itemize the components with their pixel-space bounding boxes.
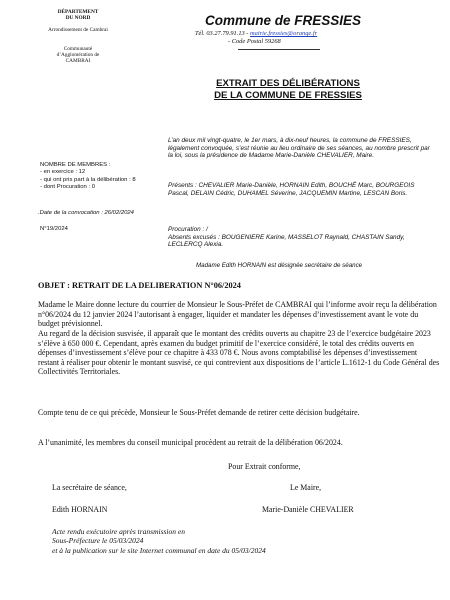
commune-title: Commune de FRESSIES	[205, 13, 362, 28]
maire-name: Marie-Danièle CHEVALIER	[262, 505, 354, 514]
executory-note-line-3: et à la publication sur le site Internet communal en date du 05/03/2024	[52, 545, 266, 555]
object-heading: OBJET : RETRAIT DE LA DELIBERATION N°06/2024	[38, 281, 241, 290]
deliberation-number: N°19/2024	[40, 226, 68, 232]
secretary-designation: Madame Edith HORNAIN est désignée secrétaire de séance	[196, 262, 363, 269]
maire-label: Le Maire,	[290, 483, 322, 492]
presents-list: Présents : CHEVALIER Marie-Danièle, HORNAIN Edith, BOUCHÉ Marc, BOURGEOIS Pascal, DELAIN Cédric, DUHAMEL Séverine, JACQUEMIN Martine, LESCAN Boris.	[168, 182, 415, 197]
body-paragraph: Madame le Maire donne lecture du courrier de Monsieur le Sous-Préfet de CAMBRAI qui l’informe avoir reçu la délibération n°06/2024 du 12 janvier 2024 l’autorisant à engager, liquider et mandater les dépenses d’investissement avant le vote du budget prévisionnel.	[38, 300, 437, 329]
members-proxies: - dont Procuration : 0	[40, 184, 96, 191]
extract-title	[203, 78, 373, 101]
absents-excused: Absents excusés : BOUGENIERE Karine, MASSELOT Raynald, CHASTAIN Sandy, LECLERCQ Alexia.	[168, 233, 405, 249]
header-divider	[238, 49, 320, 50]
executory-note-line-2: Sous-Préfecture le 05/03/2024	[52, 536, 144, 546]
secretary-label: La secrétaire de séance,	[52, 483, 127, 492]
procuration-block	[168, 226, 430, 249]
telephone: Tél. 03.27.79.91.13 -	[195, 30, 249, 37]
members-took-part: - qui ont pris part à la délibération : 8	[40, 176, 136, 183]
left-header	[30, 9, 126, 64]
postal-code: - Code Postal 59268	[228, 38, 281, 45]
secretary-name: Edith HORNAIN	[52, 505, 108, 514]
convocation-date: .Date de la convocation : 26/02/2024	[38, 210, 134, 216]
contact-line	[195, 30, 317, 37]
community-line-1: Communauté	[63, 45, 93, 52]
body-paragraph: Au regard de la décision susvisée, il apparaît que le montant des crédits ouverts au chapitre 23 de l’exercice budgétaire 2023 s’élève à 650 000 €. Cependant, après examen du budget primitif de l’exercice considéré, le total des crédits ouverts en dépenses d’investissement s’élève pour ce chapitre à 433 078 €. Nous avons comptabilisé les dépenses d’investissement restant à réaliser pour obtenir le montant susvisé, ce qui contrevient aux dispositions de l’article L.1612-1 du Code Général des Collectivités Territoriales.	[38, 329, 440, 377]
members-block	[40, 162, 165, 192]
community-line-3: CAMBRAI	[65, 58, 91, 65]
intro-paragraph: L’an deux mil vingt-quatre, le 1er mars, à dix-neuf heures, la commune de FRESSIES, légalement convoquée, s’est réunie au lieu ordinaire de ses séances, au nombre prescrit par la loi, sous la présidence de Madame Marie-Danièle CHEVALIER, Maire.	[168, 137, 430, 160]
extract-title-line-1: EXTRAIT DES DÉLIBÉRATIONS	[216, 78, 360, 89]
executory-note	[52, 527, 382, 555]
arrondissement: Arrondissement de Cambrai	[48, 27, 108, 34]
department-line-2: DU NORD	[65, 15, 91, 22]
members-heading: NOMBRE DE MEMBRES :	[40, 162, 111, 168]
extract-title-line-2: DE LA COMMUNE DE FRESSIES	[214, 89, 362, 101]
executory-note-line-1: Acte rendu exécutoire après transmission en	[52, 527, 185, 536]
extract-conforme: Pour Extrait conforme,	[228, 462, 301, 471]
community-line-2: d’Agglomération de	[56, 51, 100, 58]
procuration-line: Procuration : /	[168, 226, 208, 233]
body-paragraph: A l’unanimité, les membres du conseil municipal procèdent au retrait de la délibération 06/2024.	[38, 438, 343, 447]
body-paragraph: Compte tenu de ce qui précède, Monsieur le Sous-Préfet demande de retirer cette décision budgétaire.	[38, 408, 360, 417]
department-line-1: DÉPARTEMENT	[57, 9, 99, 15]
email-link[interactable]: mairie.fressies@orange.fr	[250, 30, 318, 37]
members-in-office: - en exercice : 12	[40, 169, 86, 176]
